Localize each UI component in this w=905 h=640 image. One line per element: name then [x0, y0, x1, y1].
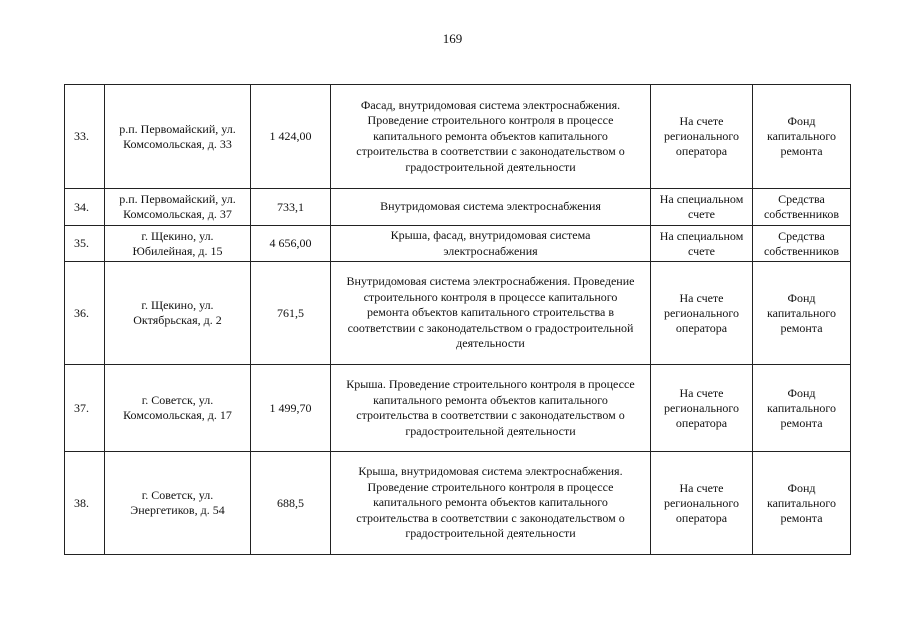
cost-cell: 733,1 [251, 189, 331, 226]
account-line: оператора [675, 415, 728, 430]
funding-line: Фонд [787, 385, 816, 400]
works-cell [331, 226, 651, 262]
address-line: Энергетиков, д. 54 [130, 503, 225, 517]
account-cell [651, 189, 753, 226]
funding-line: капитального [767, 305, 836, 320]
account-cell [651, 365, 753, 452]
account-line: оператора [675, 320, 728, 335]
row-number: 38. [65, 452, 105, 555]
cost-cell: 761,5 [251, 262, 331, 365]
address-line: Комсомольская, д. 37 [123, 207, 232, 221]
row-number: 36. [65, 262, 105, 365]
funding-line: ремонта [780, 144, 823, 158]
account-line: регионального [663, 129, 740, 143]
address-cell [105, 189, 251, 226]
works-line: капитального ремонта объектов капитального [373, 495, 608, 510]
works-line: строительства в соответствии с законодательством о [356, 510, 625, 525]
funding-source-cell [753, 189, 851, 226]
account-line: На счете [679, 114, 724, 128]
funding-line: капитального [767, 129, 836, 143]
address-line: Октябрьская, д. 2 [133, 313, 222, 327]
account-line: счете [687, 207, 716, 221]
works-line: электроснабжения [443, 243, 538, 258]
address-cell [105, 226, 251, 262]
works-cell [331, 262, 651, 365]
funding-line: капитального [767, 495, 836, 510]
address-line: Комсомольская, д. 33 [123, 136, 232, 151]
account-line: На специальном [659, 228, 744, 243]
works-line: Проведение строительного контроля в процессе [367, 113, 614, 128]
funding-line: собственников [763, 243, 840, 258]
account-line: На счете [679, 290, 724, 305]
row-number: 33. [65, 85, 105, 189]
table-row [65, 262, 851, 365]
cost-cell: 1 424,00 [251, 85, 331, 189]
address-cell [105, 85, 251, 189]
address-line: г. Советск, ул. [141, 488, 214, 502]
funding-line: Средства [778, 228, 825, 243]
address-line: г. Щекино, ул. [141, 228, 214, 243]
row-number: 35. [65, 226, 105, 262]
works-line: Фасад, внутридомовая система электроснабжения. [360, 97, 621, 112]
funding-source-cell [753, 226, 851, 262]
table-row [65, 85, 851, 189]
funding-line: ремонта [780, 510, 823, 525]
cost-cell: 4 656,00 [251, 226, 331, 262]
works-cell [331, 452, 651, 555]
works-line: Проведение строительного контроля в процессе [367, 479, 614, 494]
account-cell [651, 452, 753, 555]
account-line: оператора [675, 144, 728, 158]
account-line: На счете [679, 385, 724, 400]
works-line: Внутридомовая система электроснабжения. Проведение [346, 274, 635, 289]
funding-line: капитального [767, 400, 836, 415]
account-cell [651, 262, 753, 365]
funding-line: ремонта [780, 415, 823, 430]
funding-line: Фонд [787, 114, 816, 128]
works-line: капитального ремонта объектов капитального [373, 128, 608, 143]
account-line: оператора [675, 510, 728, 525]
works-line: капитального ремонта объектов капитального [373, 392, 608, 407]
address-line: Комсомольская, д. 17 [123, 408, 232, 422]
works-line: Внутридомовая система электроснабжения [380, 199, 601, 214]
funding-line: Средства [778, 192, 825, 206]
cost-cell: 1 499,70 [251, 365, 331, 452]
works-line: соответствии с законодательством о градостроительной [347, 320, 634, 335]
works-line: Крыша, внутридомовая система электроснабжения. [358, 464, 623, 479]
page-number: 169 [442, 31, 463, 46]
works-line: Крыша, фасад, внутридомовая система [390, 228, 591, 242]
row-number: 37. [65, 365, 105, 452]
works-line: градостроительной деятельности [405, 423, 576, 438]
address-cell [105, 365, 251, 452]
works-line: ремонта объектов капитального строительства в [366, 305, 615, 320]
account-line: счете [687, 243, 716, 258]
row-number: 34. [65, 189, 105, 226]
funding-source-cell [753, 262, 851, 365]
works-line: деятельности [456, 336, 525, 351]
account-line: регионального [663, 400, 740, 415]
address-line: р.п. Первомайский, ул. [119, 121, 236, 136]
funding-line: ремонта [780, 320, 823, 335]
account-line: На специальном [659, 192, 744, 206]
account-line: На счете [679, 480, 724, 495]
works-line: градостроительной деятельности [405, 526, 576, 541]
table-row [65, 189, 851, 226]
funding-line: собственников [763, 207, 840, 221]
table-row [65, 365, 851, 452]
table-row [65, 452, 851, 555]
account-line: регионального [663, 495, 740, 510]
address-cell [105, 452, 251, 555]
address-line: г. Советск, ул. [141, 393, 214, 407]
works-cell [331, 85, 651, 189]
address-line: р.п. Первомайский, ул. [119, 192, 236, 206]
funding-source-cell [753, 452, 851, 555]
works-line: градостроительной деятельности [405, 159, 576, 174]
funding-source-cell [753, 365, 851, 452]
account-line: регионального [663, 305, 740, 320]
address-line: Юбилейная, д. 15 [132, 243, 223, 258]
works-cell [331, 365, 651, 452]
account-cell [651, 85, 753, 189]
table-row [65, 226, 851, 262]
funding-line: Фонд [787, 480, 816, 495]
address-cell [105, 262, 251, 365]
works-cell [331, 189, 651, 226]
repair-program-table [64, 84, 851, 555]
funding-line: Фонд [787, 290, 816, 305]
address-line: г. Щекино, ул. [141, 298, 214, 312]
works-line: строительства в соответствии с законодательством о [356, 144, 625, 159]
works-line: строительного контроля в процессе капитального [363, 289, 618, 304]
funding-source-cell [753, 85, 851, 189]
works-line: Крыша. Проведение строительного контроля в процессе [346, 377, 635, 391]
cost-cell: 688,5 [251, 452, 331, 555]
works-line: строительства в соответствии с законодательством о [356, 408, 625, 422]
account-cell [651, 226, 753, 262]
